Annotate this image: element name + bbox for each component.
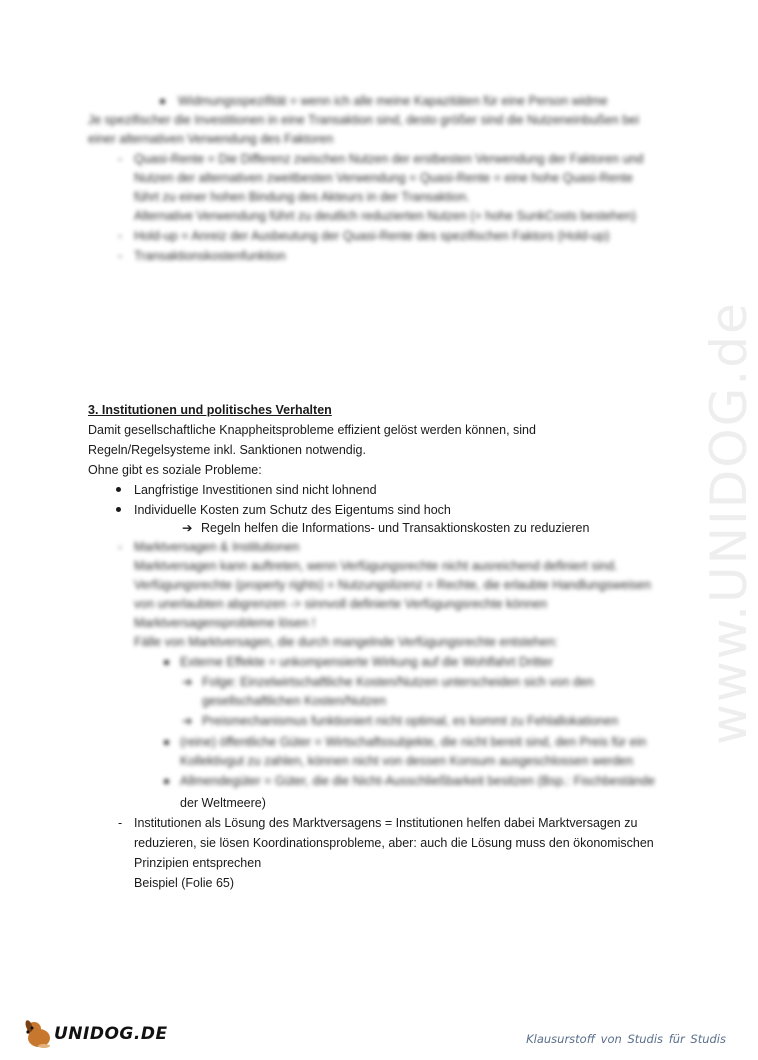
watermark-text: www.UNIDOG.de xyxy=(700,301,758,745)
blurred-line: Alternative Verwendung führt zu deutlich reduzierten Nutzen (= hohe SunkCosts bestehen) xyxy=(134,209,637,223)
blurred-line: Verfügungsrechte (property rights) = Nutzungslizenz = Rechte, die erlaubte Handlungsweisen xyxy=(134,578,651,592)
blurred-line: Folge: Einzelwirtschaftliche Kosten/Nutzen unterscheiden sich von den xyxy=(202,675,594,689)
blurred-line: Kollektivgut zu zahlen, können nicht von dessen Konsum ausgeschlossen werden xyxy=(180,754,634,768)
arrow-icon: ➔ xyxy=(182,521,193,535)
bullet-item: Individuelle Kosten zum Schutz des Eigentums sind hoch xyxy=(134,503,451,517)
logo-text: UNIDOG.DE xyxy=(54,1024,168,1044)
blurred-line: von unerlaubten abgrenzen -> sinnvoll definierte Verfügungsrechte können xyxy=(134,597,548,611)
dash-item-line: Institutionen als Lösung des Marktversagens = Institutionen helfen dabei Marktversagen zu xyxy=(134,816,638,830)
arrow-line-clip xyxy=(0,518,750,533)
blurred-line: Marktversagen & Institutionen xyxy=(134,540,300,554)
blurred-line: Nutzen der alternativen zweitbesten Verwendung = Quasi-Rente = eine hohe Quasi-Rente xyxy=(134,171,633,185)
blurred-line: (reine) öffentliche Güter = Wirtschaftssubjekte, die nicht bereit sind, den Preis für ein xyxy=(180,735,647,749)
dash-item-line: reduzieren, sie lösen Koordinationsprobleme, aber: auch die Lösung muss den ökonomischen xyxy=(134,836,654,850)
dash-marker: - xyxy=(118,816,123,830)
arrow-item: Regeln helfen die Informations- und Transaktionskosten zu reduzieren xyxy=(201,521,590,535)
blurred-arrow: ➔ xyxy=(182,675,193,689)
blurred-line: führt zu einer hohen Bindung des Akteurs in der Transaktion. xyxy=(134,190,470,204)
dog-icon xyxy=(22,1016,56,1050)
blurred-bullet-dot xyxy=(164,779,169,784)
example-reference: Beispiel (Folie 65) xyxy=(134,876,235,890)
bullet-dot xyxy=(116,487,121,492)
blurred-dash: - xyxy=(118,249,123,263)
section-heading: 3. Institutionen und politisches Verhalten xyxy=(88,403,332,417)
blurred-bullet-dot xyxy=(160,99,165,104)
footer-tagline: Klausurstoff von Studis für Studis xyxy=(526,1032,726,1046)
blurred-line: Widmungsspezifität = wenn ich alle meine Kapazitäten für eine Person widme xyxy=(178,94,608,108)
intro-line: Damit gesellschaftliche Knappheitsprobleme effizient gelöst werden können, sind xyxy=(88,423,536,437)
blurred-bullet-dot xyxy=(164,660,169,665)
blurred-bullet-dot xyxy=(164,740,169,745)
blurred-arrow: ➔ xyxy=(182,714,193,728)
blurred-line: Allmendegüter = Güter, die die Nicht-Ausschließbarkeit besitzen (Bsp.: Fischbestände xyxy=(180,774,655,788)
blurred-dash: - xyxy=(118,152,123,166)
unidog-logo xyxy=(22,1016,168,1050)
intro-line: Ohne gibt es soziale Probleme: xyxy=(88,463,262,477)
blurred-line: Marktversagen kann auftreten, wenn Verfügungsrechte nicht ausreichend definiert sind. xyxy=(134,559,618,573)
blurred-line: Fälle von Marktversagen, die durch mangelnde Verfügungsrechte entstehen: xyxy=(134,635,558,649)
continuation-line: der Weltmeere) xyxy=(180,796,266,810)
blurred-line: Je spezifischer die Investitionen in eine Transaktion sind, desto größer sind die Nutzeneinbußen bei xyxy=(88,113,640,127)
bullet-item: Langfristige Investitionen sind nicht lohnend xyxy=(134,483,377,497)
blurred-line: Transaktionskostenfunktion xyxy=(134,249,286,263)
dash-item-line: Prinzipien entsprechen xyxy=(134,856,262,870)
bullet-dot xyxy=(116,507,121,512)
blurred-line: Preismechanismus funktioniert nicht optimal, es kommt zu Fehlallokationen xyxy=(202,714,619,728)
blurred-line: gesellschaftlichen Kosten/Nutzen xyxy=(202,694,387,708)
blurred-dash: - xyxy=(118,229,123,243)
blurred-line: Externe Effekte = unkompensierte Wirkung auf die Wohlfahrt Dritter xyxy=(180,655,553,669)
blurred-line: Hold-up = Anreiz der Ausbeutung der Quasi-Rente des spezifischen Faktors (Hold-up) xyxy=(134,229,610,243)
blurred-line: Quasi-Rente = Die Differenz zwischen Nutzen der erstbesten Verwendung der Faktoren und xyxy=(134,152,644,166)
blurred-line: Marktversagensprobleme lösen ! xyxy=(134,616,316,630)
blurred-dash: - xyxy=(118,540,123,554)
blurred-line: einer alternativen Verwendung des Faktoren xyxy=(88,132,334,146)
intro-line: Regeln/Regelsysteme inkl. Sanktionen notwendig. xyxy=(88,443,366,457)
